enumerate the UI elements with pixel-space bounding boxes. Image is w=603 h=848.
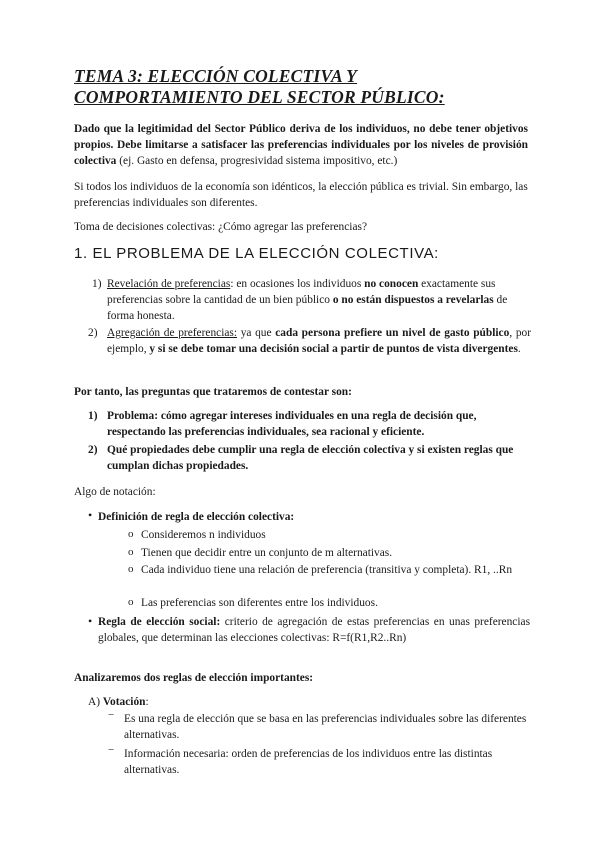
definition-item-2-marker: o [128, 546, 134, 558]
problem-1-b2: o no están dispuestos a revelarlas [332, 294, 494, 306]
problem-1-text [107, 276, 531, 324]
voting-item-2-marker: − [108, 744, 115, 756]
question-2-number: 2) [88, 444, 98, 456]
definition-item-4-marker: o [128, 596, 134, 608]
definition-item-4: Las preferencias son diferentes entre los individuos. [141, 597, 378, 609]
problem-2-b2: y si se debe tomar una decisión social a partir de puntos de vista divergentes [149, 343, 518, 355]
page-title [74, 66, 544, 108]
problem-2-number: 2) [88, 327, 98, 339]
problem-1-t3: de forma honesta. [107, 294, 508, 322]
analyze-heading: Analizaremos dos reglas de elección importantes: [74, 672, 314, 684]
voting-prefix: A) [88, 696, 103, 708]
problem-1-b1: no conocen [364, 278, 419, 290]
definition-item-1: Consideremos n individuos [141, 529, 266, 541]
paragraph-collective-decisions: Toma de decisiones colectivas: ¿Cómo agregar las preferencias? [74, 221, 368, 233]
problem-1-number: 1) [92, 278, 102, 290]
voting-item-1: Es una regla de elección que se basa en las preferencias individuales sobre las diferentes alternativas. [124, 713, 527, 741]
voting-item-2: Información necesaria: orden de preferencias de los individuos entre las distintas alternativas. [124, 748, 493, 776]
question-1-text: Problema: cómo agregar intereses individuales en una regla de decisión que, respectando las preferencias individuales, sea racional y eficiente. [107, 410, 477, 438]
section-heading-1: 1. EL PROBLEMA DE LA ELECCIÓN COLECTIVA: [74, 245, 439, 262]
problem-1-t1: : en ocasiones los individuos [230, 278, 365, 290]
definition-item-1-marker: o [128, 528, 134, 540]
problem-2-t2: , por ejemplo, [107, 327, 532, 355]
problem-2-b1: cada persona prefiere un nivel de gasto público [275, 327, 510, 339]
questions-intro: Por tanto, las preguntas que trataremos de contestar son: [74, 386, 352, 398]
intro-bold-text: Dado que la legitimidad del Sector Público deriva de los individuos, no debe tener objetivos propios. Debe limitarse a satisfacer las preferencias individuales por los niveles de provisión colectiva [74, 123, 528, 167]
definition-bullet: • [88, 508, 93, 522]
voting-item-1-marker: − [108, 709, 115, 721]
social-rule-text: criterio de agregación de estas preferencias en unas preferencias globales, que determinan las elecciones colectivas: R=f(R1,R2..Rn) [98, 616, 531, 644]
problem-2-label: Agregación de preferencias: [107, 327, 238, 339]
title-line-1: TEMA 3: ELECCIÓN COLECTIVA Y [74, 66, 358, 86]
problem-2-text [107, 325, 531, 357]
question-1-number: 1) [88, 410, 98, 422]
social-rule-bullet: • [88, 614, 93, 628]
social-rule-heading: Regla de elección social: [98, 616, 221, 628]
problem-2-t3: . [517, 343, 521, 355]
intro-normal-text: (ej. Gasto en defensa, progresividad sistema impositivo, etc.) [116, 155, 398, 167]
definition-item-2: Tienen que decidir entre un conjunto de m alternativas. [141, 547, 393, 559]
definition-item-3-marker: o [128, 563, 134, 575]
voting-suffix: : [145, 696, 149, 708]
social-rule-paragraph [98, 614, 530, 646]
question-2-text: Qué propiedades debe cumplir una regla de elección colectiva y si existen reglas que cumplan dichas propiedades. [107, 444, 514, 472]
notation-label: Algo de notación: [74, 486, 156, 498]
problem-2-t1: ya que [237, 327, 276, 339]
problem-1-label: Revelación de preferencias [107, 278, 231, 290]
definition-heading: Definición de regla de elección colectiva: [98, 511, 295, 523]
paragraph-identical-individuals: Si todos los individuos de la economía son idénticos, la elección pública es trivial. Sin embargo, las preferencias individuales son diferentes. [74, 181, 528, 209]
definition-item-3: Cada individuo tiene una relación de preferencia (transitiva y completa). R1, ..Rn [141, 564, 513, 576]
voting-label: Votación [102, 696, 146, 708]
voting-heading [88, 694, 288, 710]
intro-paragraph [74, 121, 528, 169]
problem-1-t2: exactamente sus preferencias sobre la cantidad de un bien público [107, 278, 496, 306]
title-line-2: COMPORTAMIENTO DEL SECTOR PÚBLICO: [74, 87, 445, 107]
